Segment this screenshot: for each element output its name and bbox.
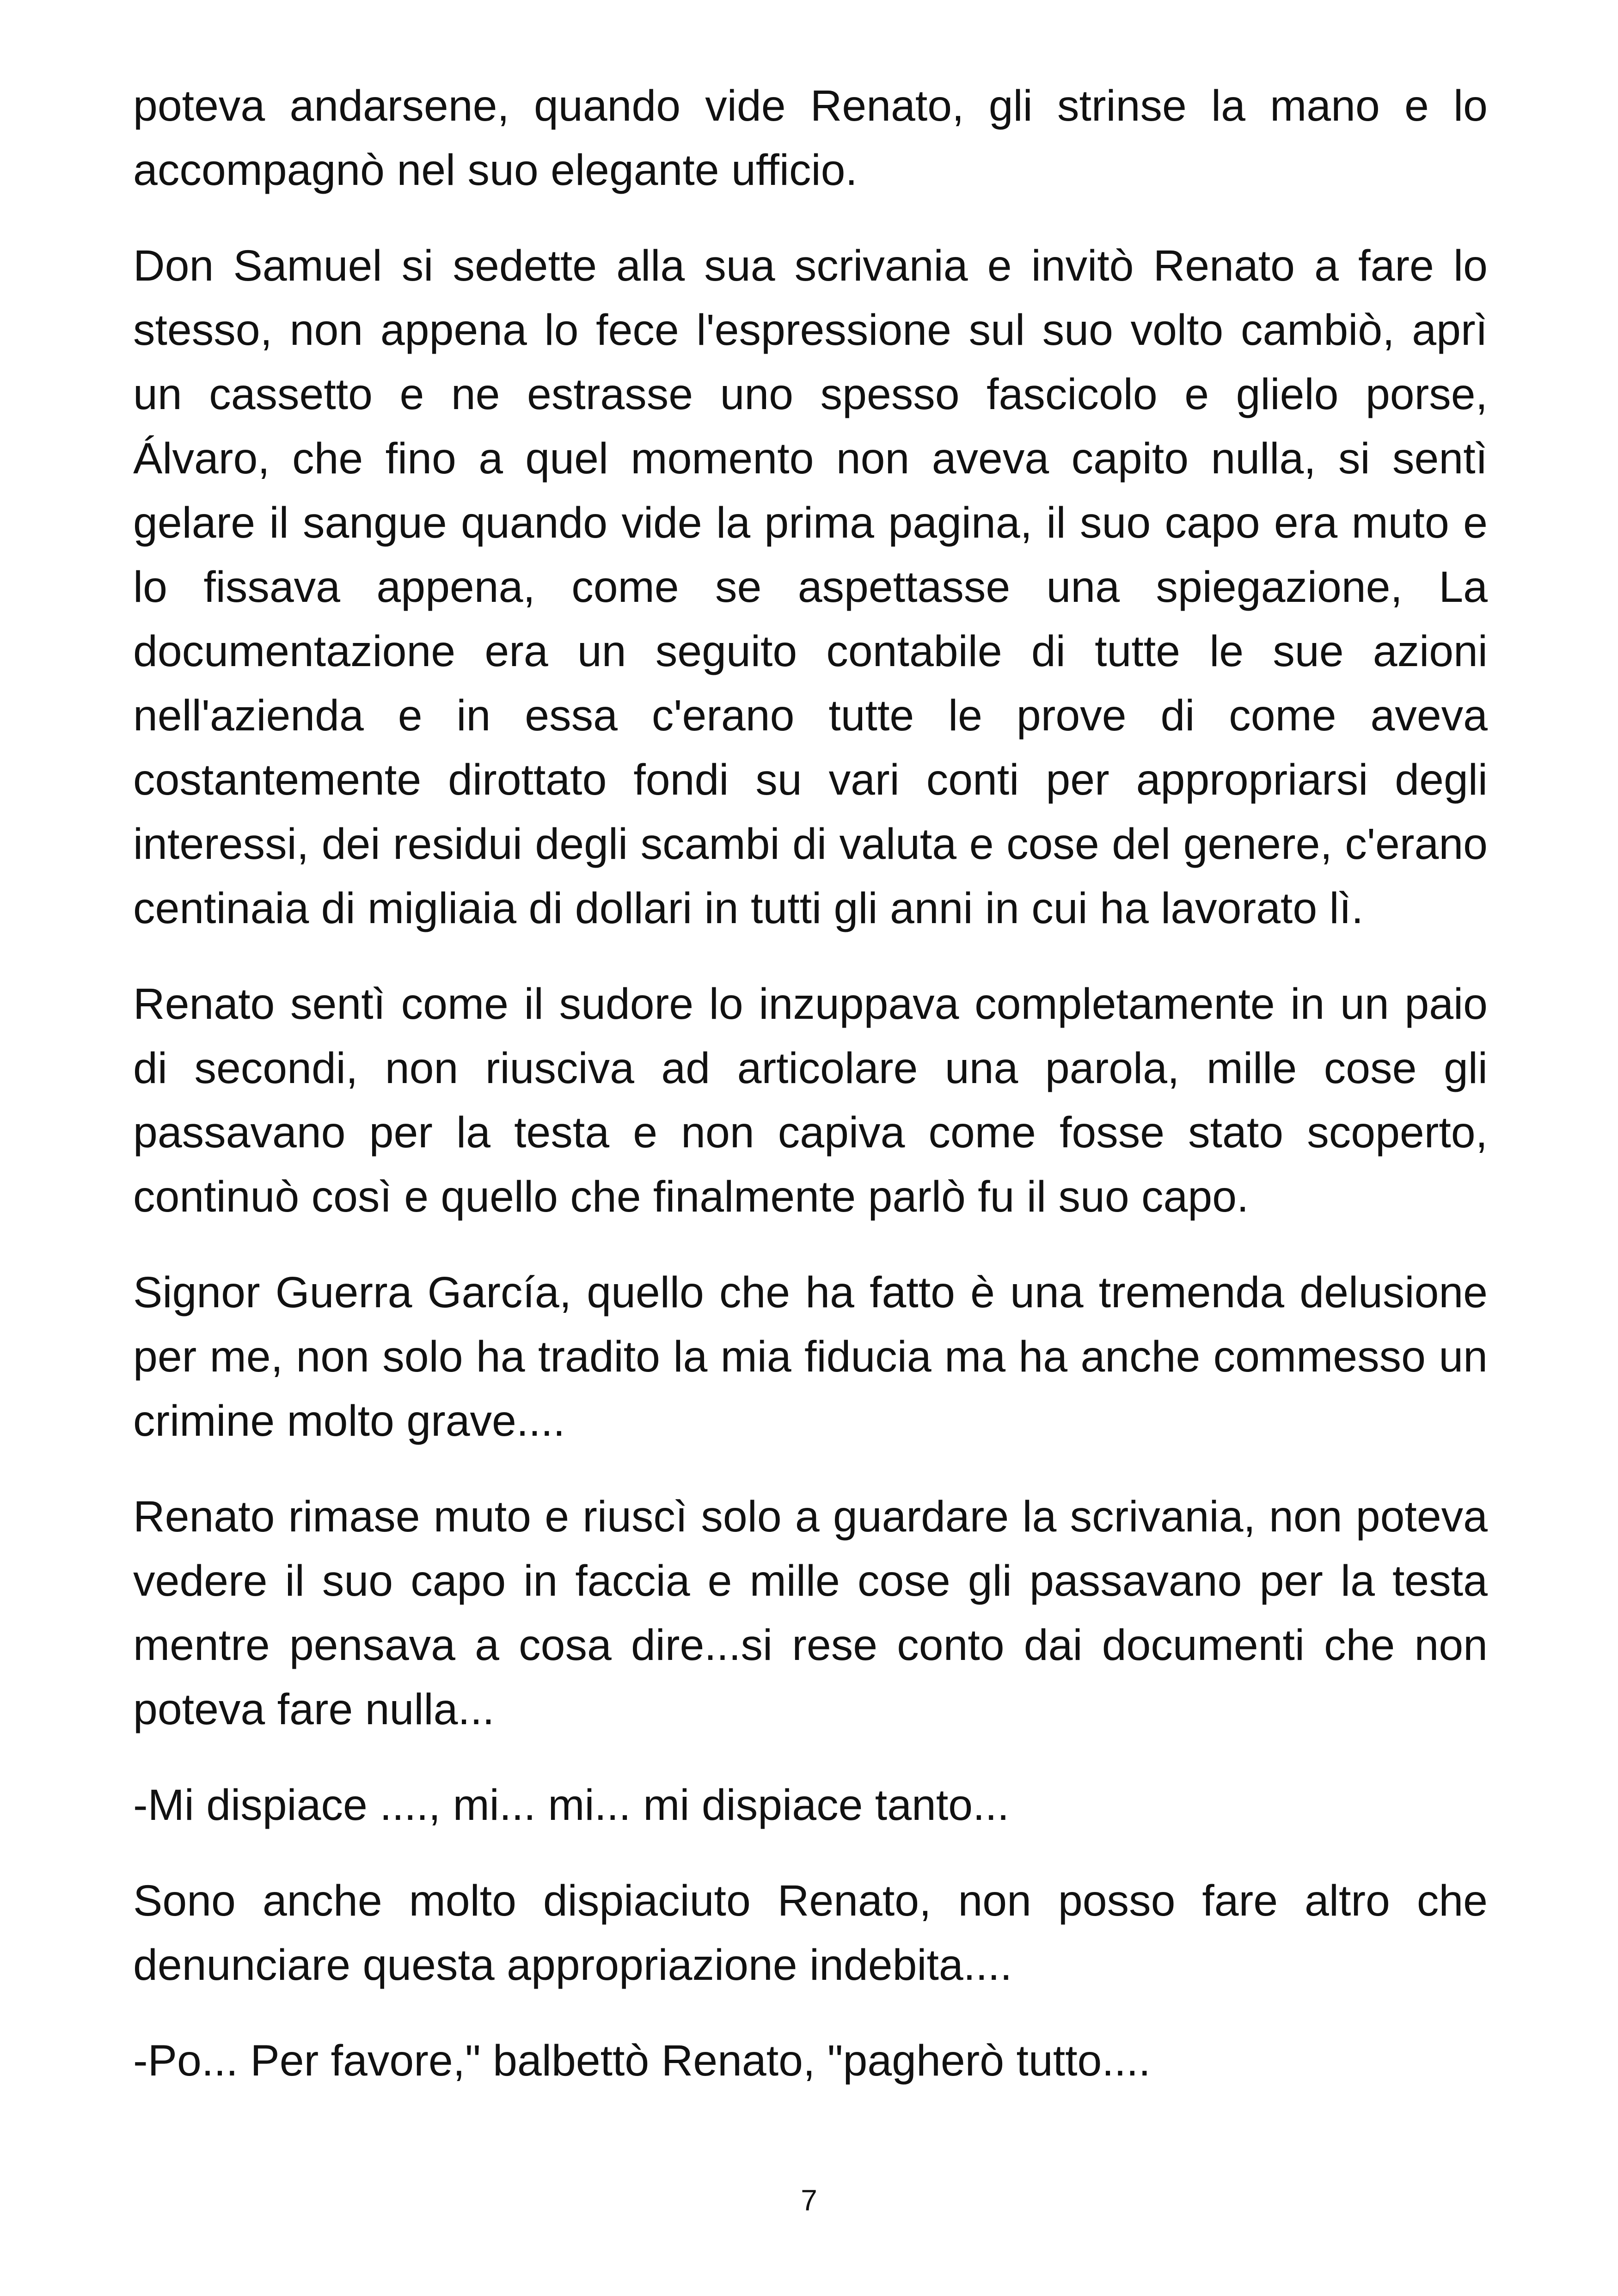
paragraph-8: -Po... Per favore," balbettò Renato, "pagherò tutto.... [133,2036,1151,2085]
paragraph-1: poteva andarsene, quando vide Renato, gli strinse la mano e lo accompagnò nel suo elegante ufficio. [133,81,1488,195]
paragraph-4: Signor Guerra García, quello che ha fatto è una tremenda delusione per me, non solo ha tradito la mia fiducia ma ha anche commesso un crimine molto grave.... [133,1268,1488,1445]
paragraph-2: Don Samuel si sedette alla sua scrivania e invitò Renato a fare lo stesso, non appena lo fece l'espressione sul suo volto cambiò, aprì un cassetto e ne estrasse uno spesso fascicolo e glielo porse, Álvaro, che fino a quel momento non aveva capito nulla, si sentì gelare il sangue quando vide la prima pagina, il suo capo era muto e lo fissava appena, come se aspettasse una spiegazione, La documentazione era un seguito contabile di tutte le sue azioni nell'azienda e in essa c'erano tutte le prove di come aveva costantemente dirottato fondi su vari conti per appropriarsi degli interessi, dei residui degli scambi di valuta e cose del genere, c'erano centinaia di migliaia di dollari in tutti gli anni in cui ha lavorato lì. [133,241,1488,933]
paragraph-7: Sono anche molto dispiaciuto Renato, non posso fare altro che denunciare questa appropriazione indebita.... [133,1876,1488,1990]
body-text [133,74,1488,2093]
paragraph-6: -Mi dispiace ...., mi... mi... mi dispiace tanto... [133,1781,1010,1830]
page-number: 7 [801,2184,817,2217]
paragraph-5: Renato rimase muto e riuscì solo a guardare la scrivania, non poteva vedere il suo capo in faccia e mille cose gli passavano per la testa mentre pensava a cosa dire...si rese conto dai documenti che non poteva fare nulla... [133,1492,1488,1734]
paragraph-3: Renato sentì come il sudore lo inzuppava completamente in un paio di secondi, non riusciva ad articolare una parola, mille cose gli passavano per la testa e non capiva come fosse stato scoperto, continuò così e quello che finalmente parlò fu il suo capo. [133,980,1488,1221]
